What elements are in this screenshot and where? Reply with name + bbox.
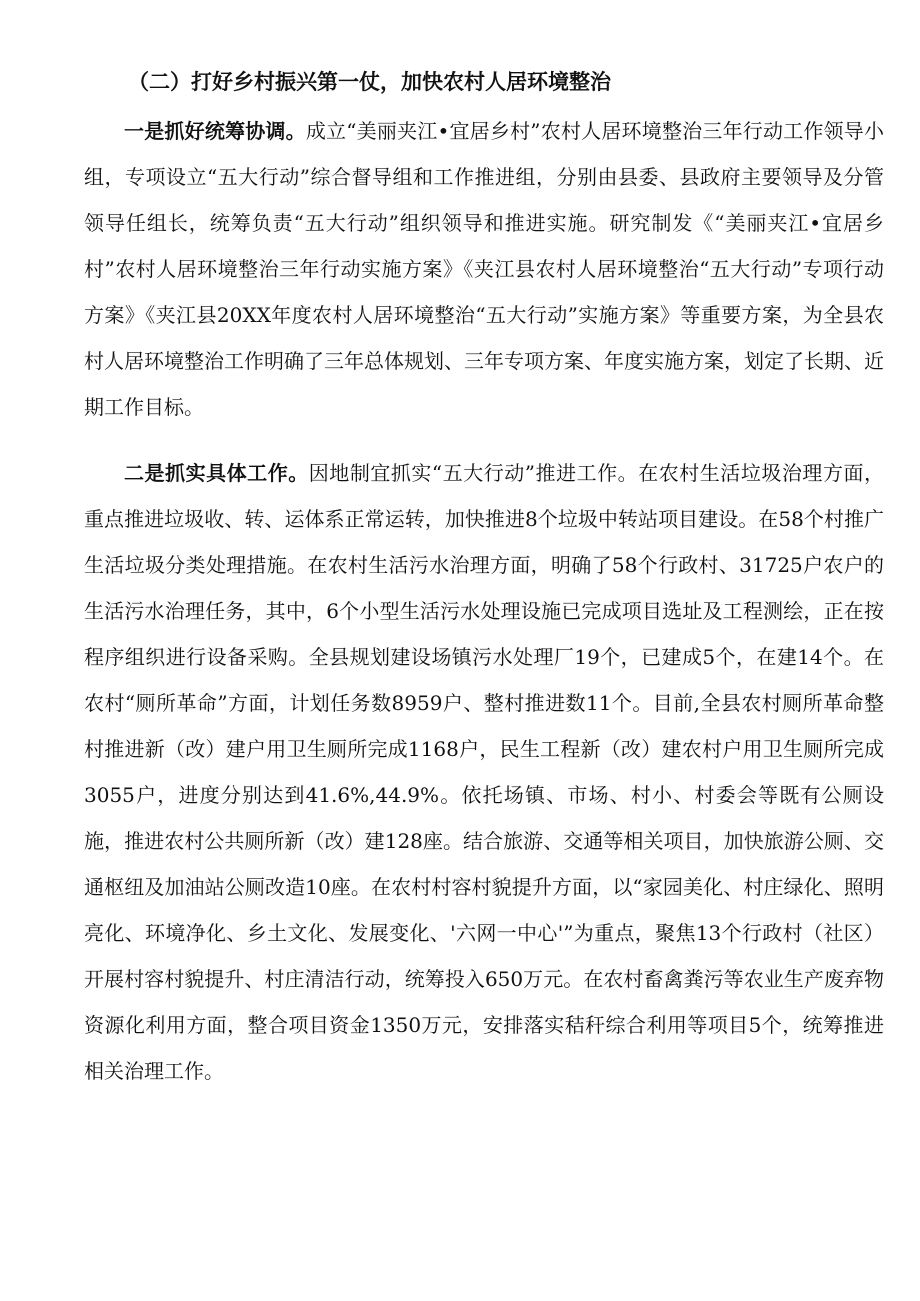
paragraph-lead: 二是抓实具体工作。 [124,461,309,485]
paragraph-coordination [84,108,884,430]
paragraph-body: 因地制宜抓实“五大行动”推进工作。在农村生活垃圾治理方面，重点推进垃圾收、转、运体系正常运转，加快推进8个垃圾中转站项目建设。在58个村推广生活垃圾分类处理措施。在农村生活污水治理方面，明确了58个行政村、31725户农户的生活污水治理任务，其中，6个小型生活污水处理设施已完成项目选址及工程测绘，正在按程序组织进行设备采购。全县规划建设场镇污水处理厂19个，已建成5个，在建14个。在农村“厕所革命”方面，计划任务数8959户、整村推进数11个。目前,全县农村厕所革命整村推进新（改）建户用卫生厕所完成1168户，民生工程新（改）建农村户用卫生厕所完成3055户，进度分别达到41.6%,44.9%。依托场镇、市场、村小、村委会等既有公厕设施，推进农村公共厕所新（改）建128座。结合旅游、交通等相关项目，加快旅游公厕、交通枢纽及加油站公厕改造10座。在农村村容村貌提升方面，以“家园美化、村庄绿化、照明亮化、环境净化、乡土文化、发展变化、'六网一中心'”为重点，聚焦13个行政村（社区）开展村容村貌提升、村庄清洁行动，统筹投入650万元。在农村畜禽粪污等农业生产废弃物资源化利用方面，整合项目资金1350万元，安排落实秸秆综合利用等项目5个，统筹推进相关治理工作。 [84,461,885,1083]
section-heading: （二）打好乡村振兴第一仗，加快农村人居环境整治 [128,69,611,94]
paragraph-concrete-work [84,450,884,1094]
paragraph-body: 成立“美丽夹江•宜居乡村”农村人居环境整治三年行动工作领导小组，专项设立“五大行动”综合督导组和工作推进组，分别由县委、县政府主要领导及分管领导任组长，统筹负责“五大行动”组织领导和推进实施。研究制发《“美丽夹江•宜居乡村”农村人居环境整治三年行动实施方案》《夹江县农村人居环境整治“五大行动”专项行动方案》《夹江县20XX年度农村人居环境整治“五大行动”实施方案》等重要方案，为全县农村人居环境整治工作明确了三年总体规划、三年专项方案、年度实施方案，划定了长期、近期工作目标。 [84,119,885,419]
paragraph-lead: 一是抓好统筹协调。 [124,119,306,143]
